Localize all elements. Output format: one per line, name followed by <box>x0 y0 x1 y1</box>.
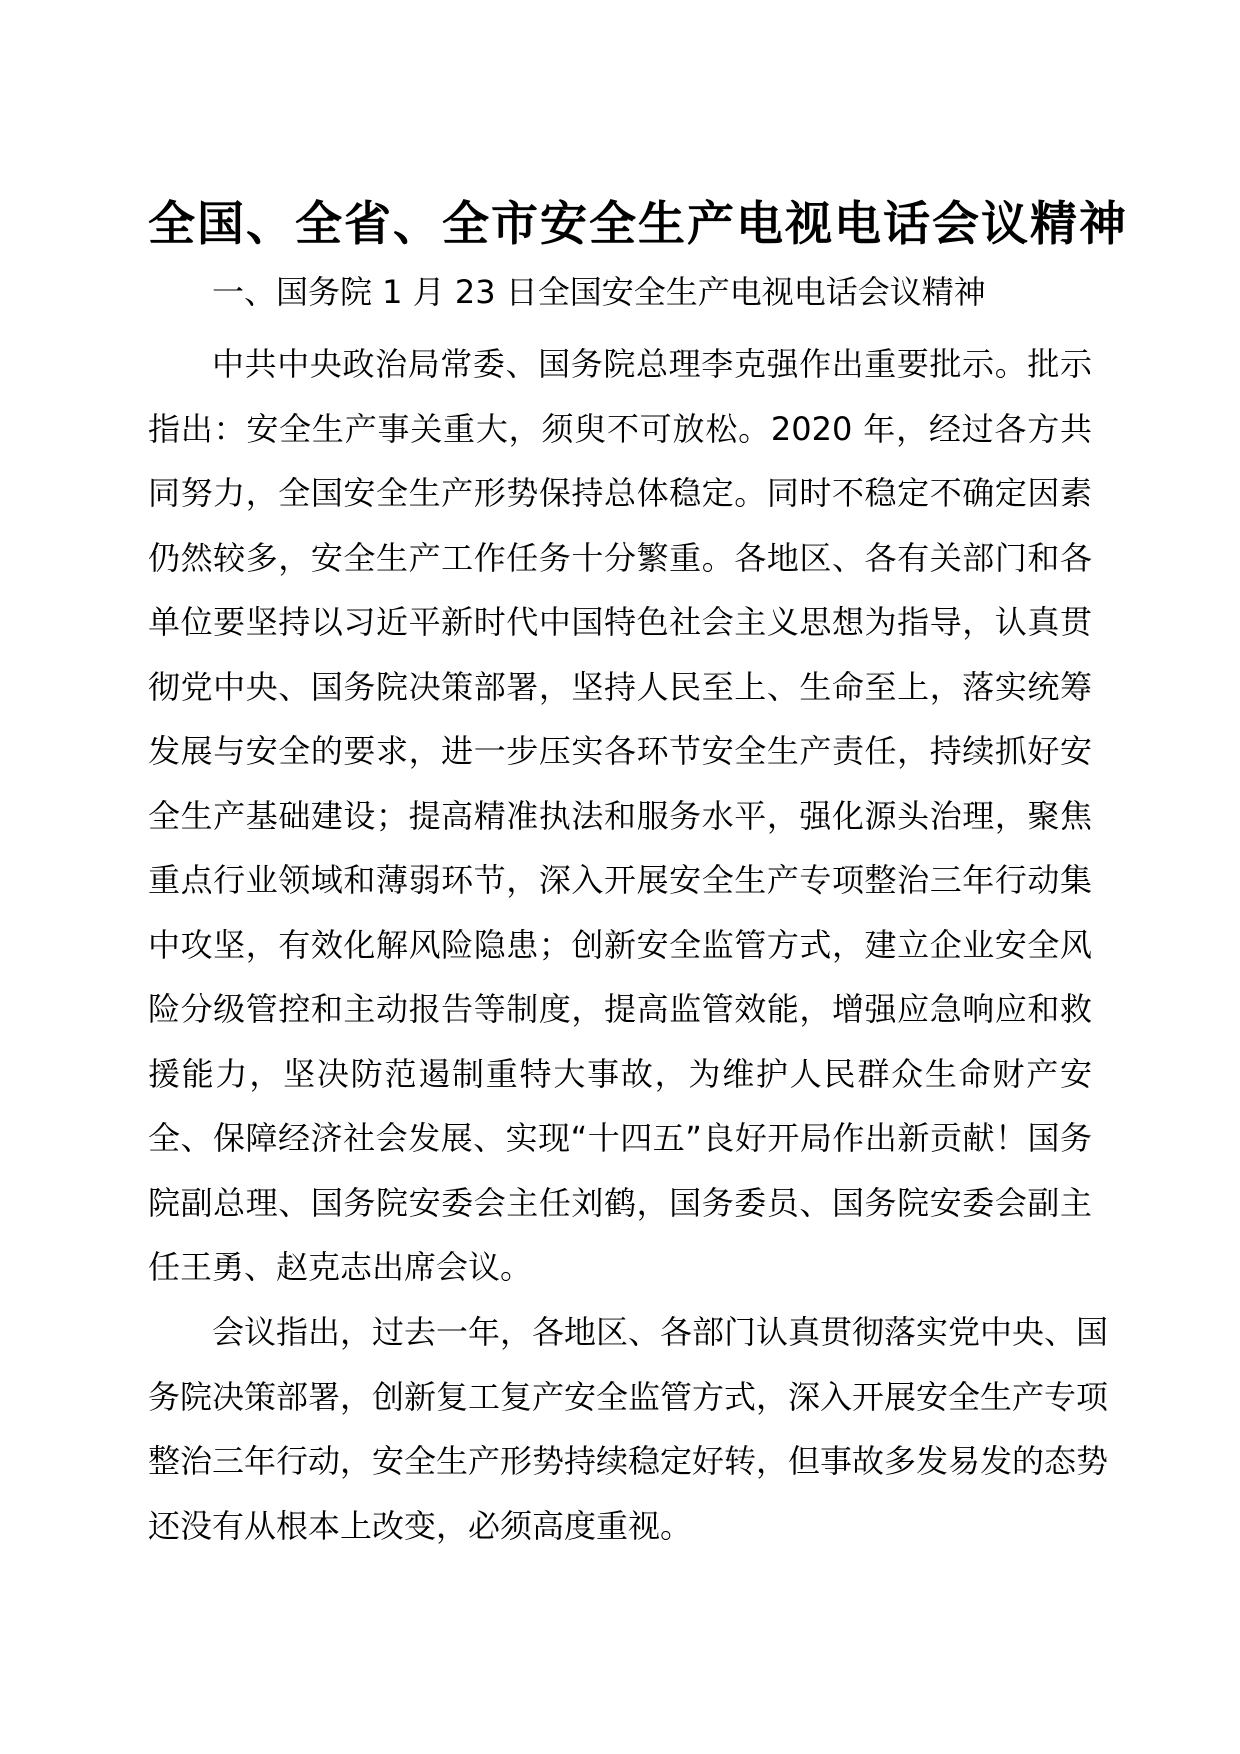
section-heading: 一、国务院 1 月 23 日全国安全生产电视电话会议精神 <box>212 273 986 311</box>
paragraph-2: 会议指出，过去一年，各地区、各部门认真贯彻落实党中央、国务院决策部署，创新复工复产安全监管方式，深入开展安全生产专项整治三年行动，安全生产形势持续稳定好转，但事故多发易发的态势还没有从根本上改变，必须高度重视。 <box>148 1313 1109 1545</box>
paragraph-1: 中共中央政治局常委、国务院总理李克强作出重要批示。批示指出：安全生产事关重大，须臾不可放松。2020 年，经过各方共同努力，全国安全生产形势保持总体稳定。同时不稳定不确定因素仍然较多，安全生产工作任务十分繁重。各地区、各有关部门和各单位要坚持以习近平新时代中国特色社会主义思想为指导，认真贯彻党中央、国务院决策部署，坚持人民至上、生命至上，落实统筹发展与安全的要求，进一步压实各环节安全生产责任，持续抓好安全生产基础建设；提高精准执法和服务水平，强化源头治理，聚焦重点行业领域和薄弱环节，深入开展安全生产专项整治三年行动集中攻坚，有效化解风险隐患；创新安全监管方式，建立企业安全风险分级管控和主动报告等制度，提高监管效能，增强应急响应和救援能力，坚决防范遏制重特大事故，为维护人民群众生命财产安全、保障经济社会发展、实现“十四五”良好开局作出新贡献！国务院副总理、国务院安委会主任刘鹤，国务委员、国务院安委会副主任王勇、赵克志出席会议。 <box>148 345 1092 1286</box>
document-title: 全国、全省、全市安全生产电视电话会议精神 <box>148 197 1128 252</box>
